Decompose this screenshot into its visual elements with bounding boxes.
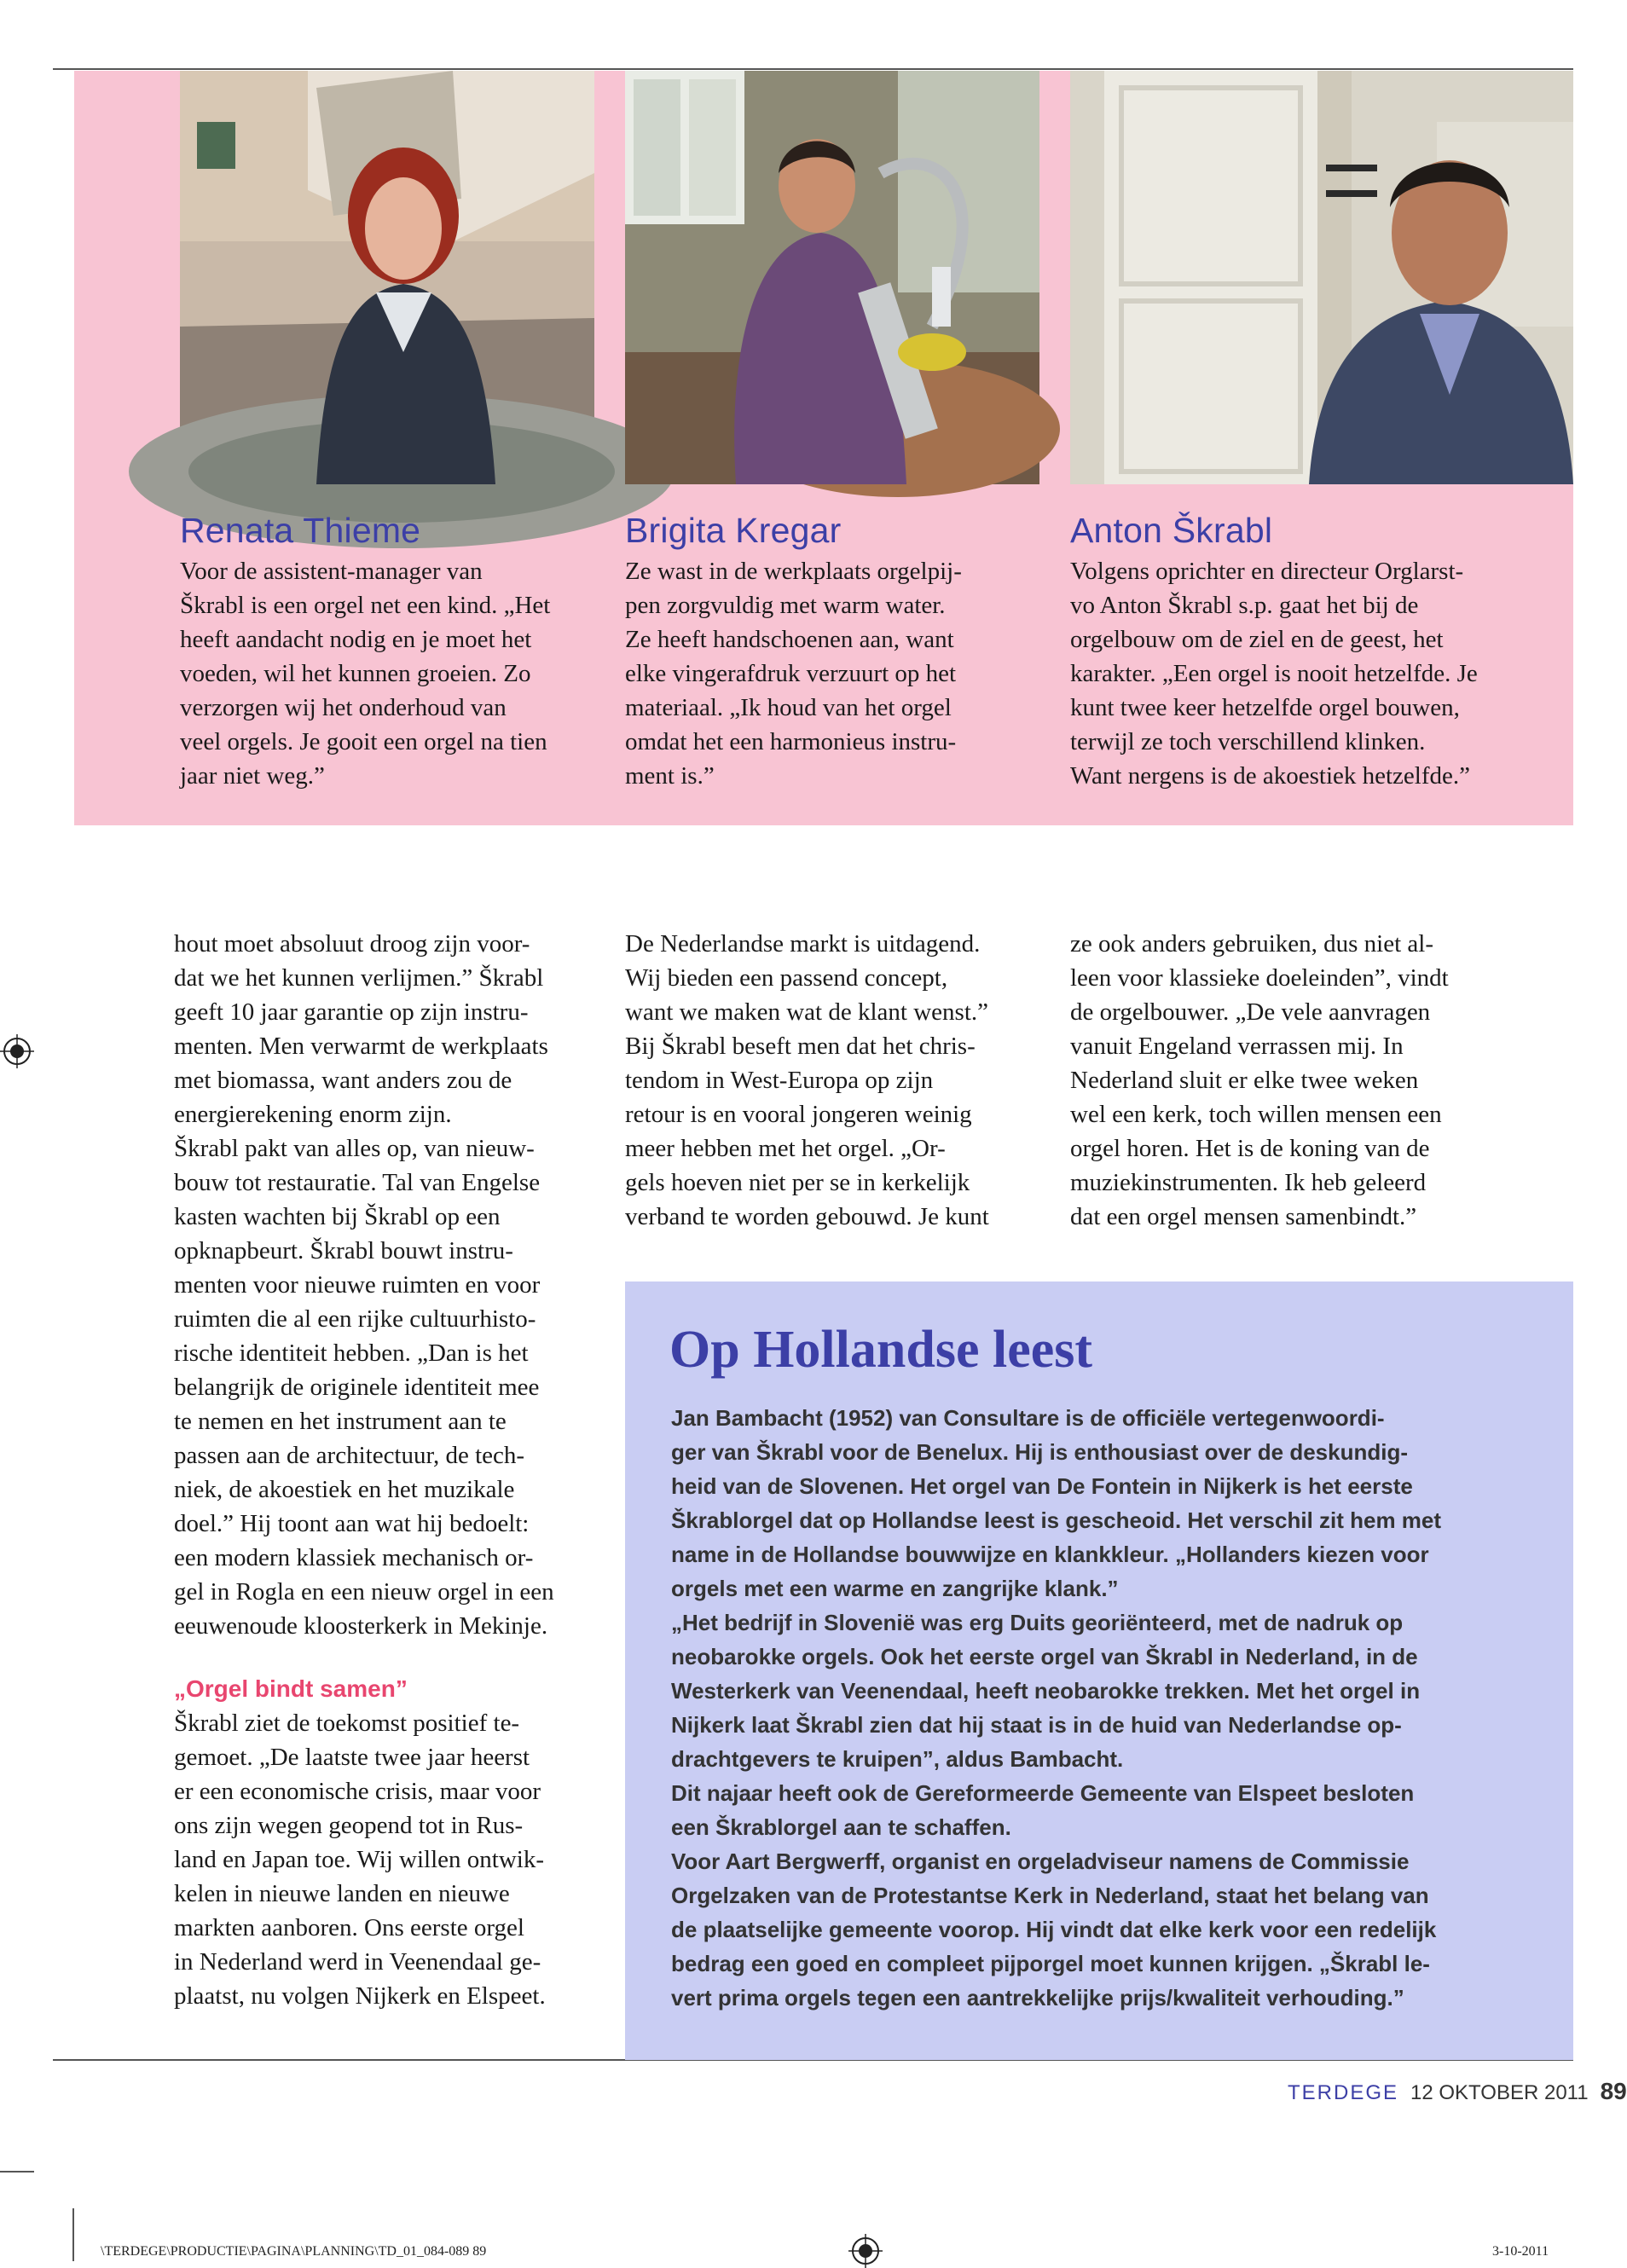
sidebar-title: Op Hollandse leest [669, 1321, 1093, 1379]
print-slug-date: 3-10-2011 [1492, 2244, 1549, 2259]
profile-name: Renata Thieme [180, 511, 421, 550]
photo-brigita-kregar [625, 71, 1039, 484]
profile-name: Anton Škrabl [1070, 511, 1273, 550]
profile-caption [625, 508, 1043, 793]
issue-date: 12 OKTOBER 2011 [1410, 2081, 1589, 2104]
magazine-name: TERDEGE [1288, 2081, 1399, 2104]
photo-anton-skrabl [1070, 71, 1573, 484]
article-column-2 [625, 927, 1043, 1234]
top-trim-line [53, 68, 1573, 70]
article-paragraph: hout moet absoluut droog zijn voor- dat we het kunnen verlijmen.” Škrabl geeft 10 jaar garantie op zijn instru- menten. Men verwarmt de werkplaats met biomassa, want anders zou de energierekening enorm zijn. Škrabl pakt van alles op, van nieuw- bouw tot restauratie. Tal van Engelse kasten wachten bij Škrabl op een opknapbeurt. Škrabl bouwt instru- menten voor nieuwe ruimten en voor ruimten die al een rijke cultuurhisto- rische identiteit hebben. „Dan is het belangrijk de originele identiteit mee te nemen en het instrument aan te passen aan de architectuur, de tech- niek, de akoestiek en het muzikale doel.” Hij toont aan wat hij bedoelt: een modern klassiek mechanisch or- gel in Rogla en een nieuw orgel in een eeuwenoude kloosterkerk in Mekinje. [174, 930, 554, 1640]
article-paragraph: De Nederlandse markt is uitdagend. Wij bieden een passend concept, want we maken wat de klant wenst.” Bij Škrabl beseft men dat het chris- tendom in West-Europa op zijn retour is en vooral jongeren weinig meer hebben met het orgel. „Or- gels hoeven niet per se in kerkelijk verband te worden gebouwd. Je kunt [625, 930, 989, 1230]
page-number: 89 [1600, 2078, 1627, 2104]
registration-mark-icon [848, 2234, 883, 2268]
registration-mark-icon [0, 1034, 34, 1068]
page-footer [1288, 2077, 1627, 2108]
profile-text: Ze wast in de werkplaats orgelpij- pen zorgvuldig met warm water. Ze heeft handschoenen aan, want elke vingerafdruk verzuurt op het materiaal. „Ik houd van het orgel omdat het een harmonieus instru- ment is.” [625, 558, 962, 790]
article-paragraph: ze ook anders gebruiken, dus niet al- leen voor klassieke doeleinden”, vindt de orgelbouwer. „De vele aanvragen vanuit Engeland verrassen mij. In Nederland sluit er elke twee weken wel een kerk, toch willen mensen een orgel horen. Het is de koning van de muziekinstrumenten. Ik heb geleerd dat een orgel mensen samenbindt.” [1070, 930, 1449, 1230]
left-crop-mark [0, 2171, 34, 2173]
profile-text: Volgens oprichter en directeur Orglarst- vo Anton Škrabl s.p. gaat het bij de orgelbouw om de ziel en de geest, het karakter. „Een orgel is nooit hetzelfde. Je kunt twee keer hetzelfde orgel bouwen, terwijl ze toch verschillend klinken. Want nergens is de akoestiek hetzelfde.” [1070, 558, 1478, 790]
article-column-1 [174, 927, 592, 2013]
slug-crop-mark [72, 2208, 74, 2261]
article-subhead: „Orgel bindt samen” [174, 1675, 408, 1702]
photo-renata-thieme [180, 71, 594, 484]
profile-name: Brigita Kregar [625, 511, 842, 550]
sidebar-text: Jan Bambacht (1952) van Consultare is de officiële vertegenwoordi- ger van Škrabl voor de Benelux. Hij is enthousiast over de deskundig- heid van de Slovenen. Het orgel van De Fontein in Nijkerk is het eerste Škrablorgel dat op Hollandse leest is gescheoid. Het verschil zit hem met name in de Hollandse bouwwijze en klankkleur. „Hollanders kiezen voor orgels met een warme en zangrijke klank.” „Het bedrijf in Slovenië was erg Duits georiënteerd, met de nadruk op neobarokke orgels. Ook het eerste orgel van Škrabl in Nederland, in de Westerkerk van Veenendaal, heeft neobarokke trekken. Met het orgel in Nijkerk laat Škrabl zien dat hij staat is in de huid van Nederlandse op- drachtgevers te kruipen”, aldus Bambacht. Dit najaar heeft ook de Gereformeerde Gemeente van Elspeet besloten een Škrablorgel aan te schaffen. Voor Aart Bergwerff, organist en orgeladviseur namens de Commissie Orgelzaken van de Protestantse Kerk in Nederland, staat het belang van de plaatselijke gemeente voorop. Hij vindt dat elke kerk voor een redelijk bedrag een goed en compleet pijporgel moet kunnen krijgen. „Škrabl le- vert prima orgels tegen een aantrekkelijke prijs/kwaliteit verhouding.” [671, 1405, 1442, 2011]
profile-text: Voor de assistent-manager van Škrabl is een orgel net een kind. „Het heeft aandacht nodig en je moet het voeden, wil het kunnen groeien. Zo verzorgen wij het onderhoud van veel orgels. Je gooit een orgel na tien jaar niet weg.” [180, 558, 551, 790]
sidebar-box [625, 1282, 1573, 2060]
profile-caption [180, 508, 598, 793]
article-paragraph: Škrabl ziet de toekomst positief te- gemoet. „De laatste twee jaar heerst er een economische crisis, maar voor ons zijn wegen geopend tot in Rus- land en Japan toe. Wij willen ontwik- kelen in nieuwe landen en nieuwe markten aanboren. Ons eerste orgel in Nederland werd in Veenendaal ge- plaatst, nu volgen Nijkerk en Elspeet. [174, 1710, 546, 2010]
article-column-3 [1070, 927, 1548, 1234]
print-slug-path: \TERDEGE\PRODUCTIE\PAGINA\PLANNING\TD_01_084-089 89 [101, 2244, 487, 2259]
profile-caption [1070, 508, 1548, 793]
